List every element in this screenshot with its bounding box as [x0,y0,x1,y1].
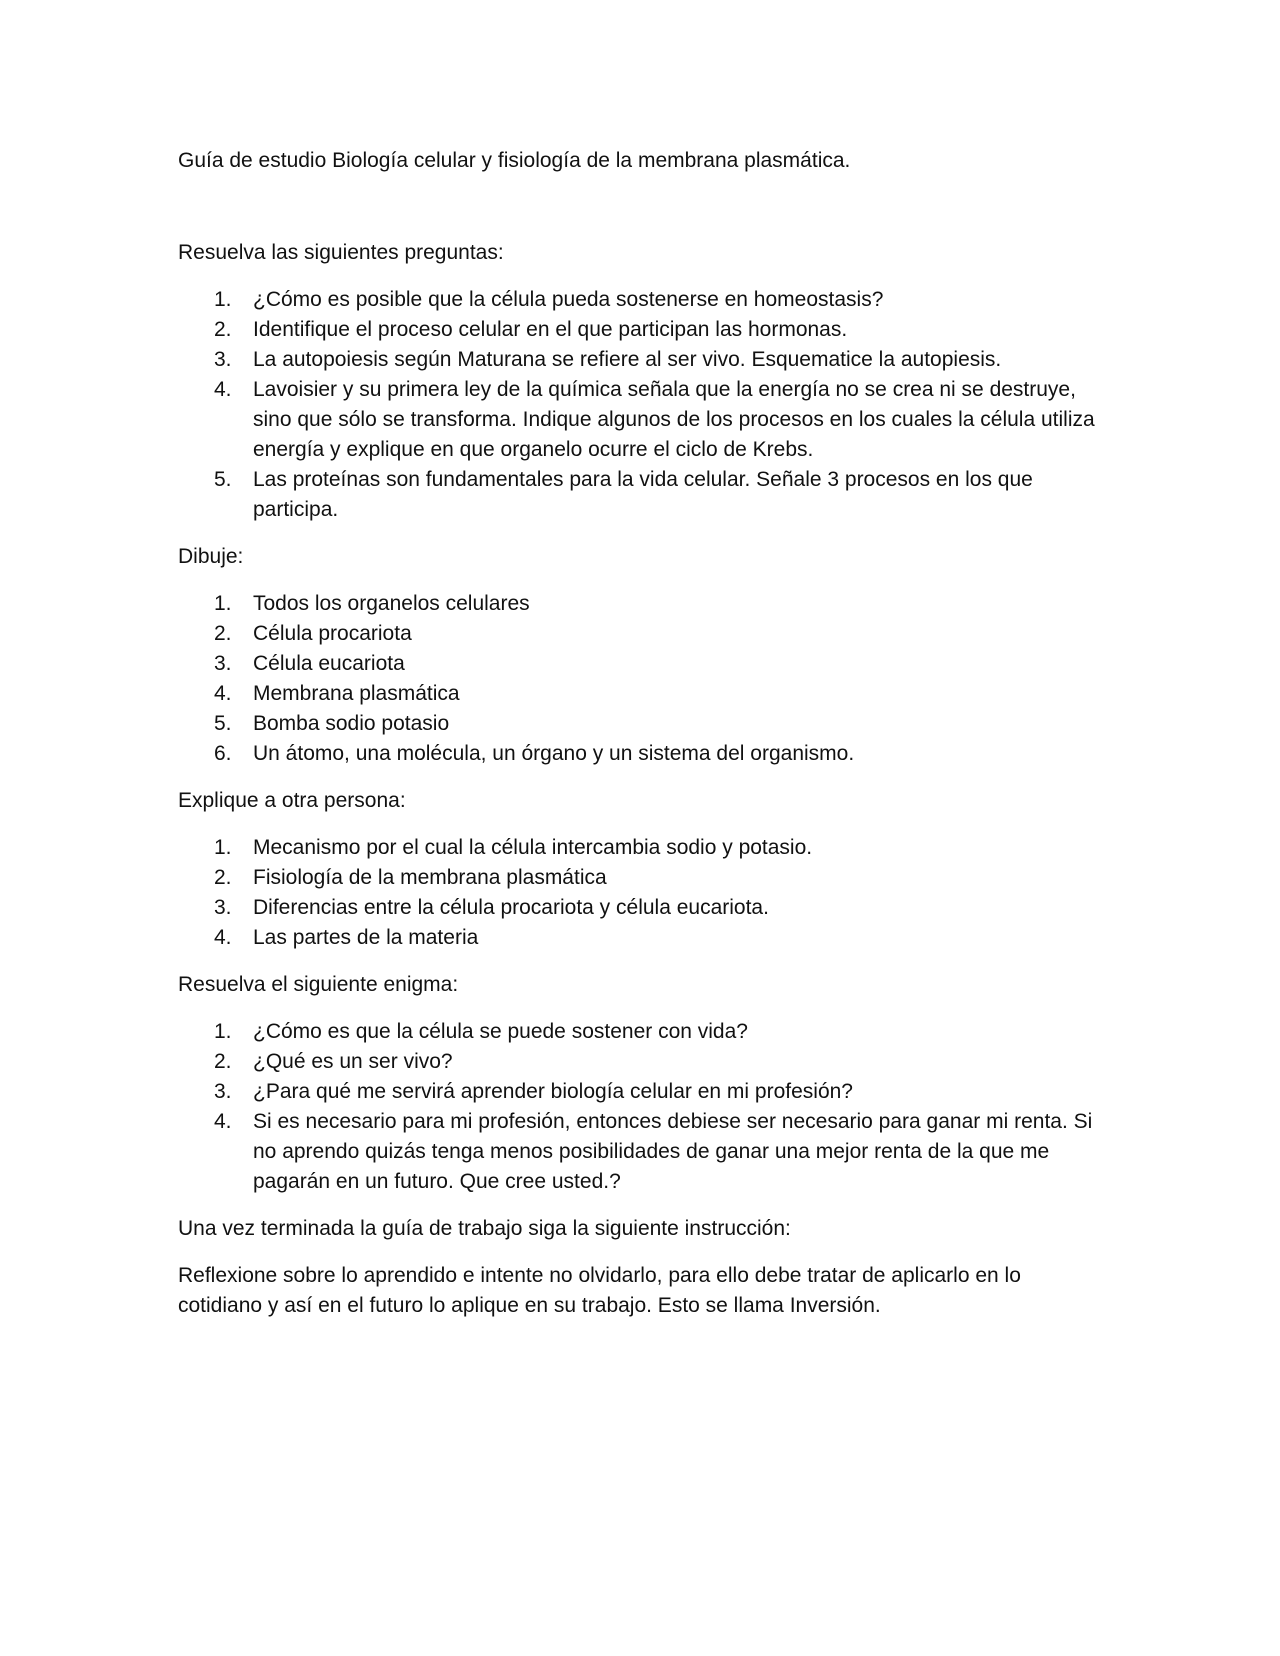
document-body [178,146,1098,1321]
list-item: 5. Bomba sodio potasio [214,712,450,735]
list-item: 3. La autopoiesis según Maturana se refiere al ser vivo. Esquematice la autopiesis. [214,348,1002,371]
list-item: 1. Mecanismo por el cual la célula intercambia sodio y potasio. [214,836,813,859]
document-title: Guía de estudio Biología celular y fisiología de la membrana plasmática. [178,149,851,172]
drawing-list [178,589,1098,769]
list-item: 4. Lavoisier y su primera ley de la química señala que la energía no se crea ni se destruye, sino que sólo se transforma. Indique algunos de los procesos en los cuales la célula utiliza energía y explique en que organelo ocurre el ciclo de Krebs. [214,378,1095,461]
section-heading-enigma: Resuelva el siguiente enigma: [178,973,459,996]
list-item: 3. Diferencias entre la célula procariota y célula eucariota. [214,896,769,919]
questions-list [178,285,1098,525]
closing-instruction: Una vez terminada la guía de trabajo siga la siguiente instrucción: [178,1217,791,1240]
section-heading-dibuje: Dibuje: [178,545,244,568]
explain-list [178,833,1098,953]
list-item: 5. Las proteínas son fundamentales para la vida celular. Señale 3 procesos en los que participa. [214,468,1033,521]
list-item: 1. ¿Cómo es posible que la célula pueda sostenerse en homeostasis? [214,288,884,311]
list-item: 4. Las partes de la materia [214,926,479,949]
list-item: 4. Si es necesario para mi profesión, entonces debiese ser necesario para ganar mi renta. Si no aprendo quizás tenga menos posibilidades de ganar una mejor renta de la que me pagarán en un futuro. Que cree usted.? [214,1110,1093,1193]
closing-paragraph: Reflexione sobre lo aprendido e intente no olvidarlo, para ello debe tratar de aplicarlo en lo cotidiano y así en el futuro lo aplique en su trabajo. Esto se llama Inversión. [178,1264,1021,1317]
list-item: 1. ¿Cómo es que la célula se puede sostener con vida? [214,1020,748,1043]
list-item: 3. Célula eucariota [214,652,405,675]
list-item: 2. Célula procariota [214,622,412,645]
list-item: 4. Membrana plasmática [214,682,460,705]
list-item: 2. ¿Qué es un ser vivo? [214,1050,453,1073]
list-item: 6. Un átomo, una molécula, un órgano y un sistema del organismo. [214,742,855,765]
list-item: 2. Identifique el proceso celular en el que participan las hormonas. [214,318,848,341]
section-heading-preguntas: Resuelva las siguientes preguntas: [178,241,504,264]
list-item: 1. Todos los organelos celulares [214,592,530,615]
list-item: 3. ¿Para qué me servirá aprender biología celular en mi profesión? [214,1080,853,1103]
section-heading-explique: Explique a otra persona: [178,789,406,812]
enigma-list [178,1017,1098,1197]
list-item: 2. Fisiología de la membrana plasmática [214,866,607,889]
